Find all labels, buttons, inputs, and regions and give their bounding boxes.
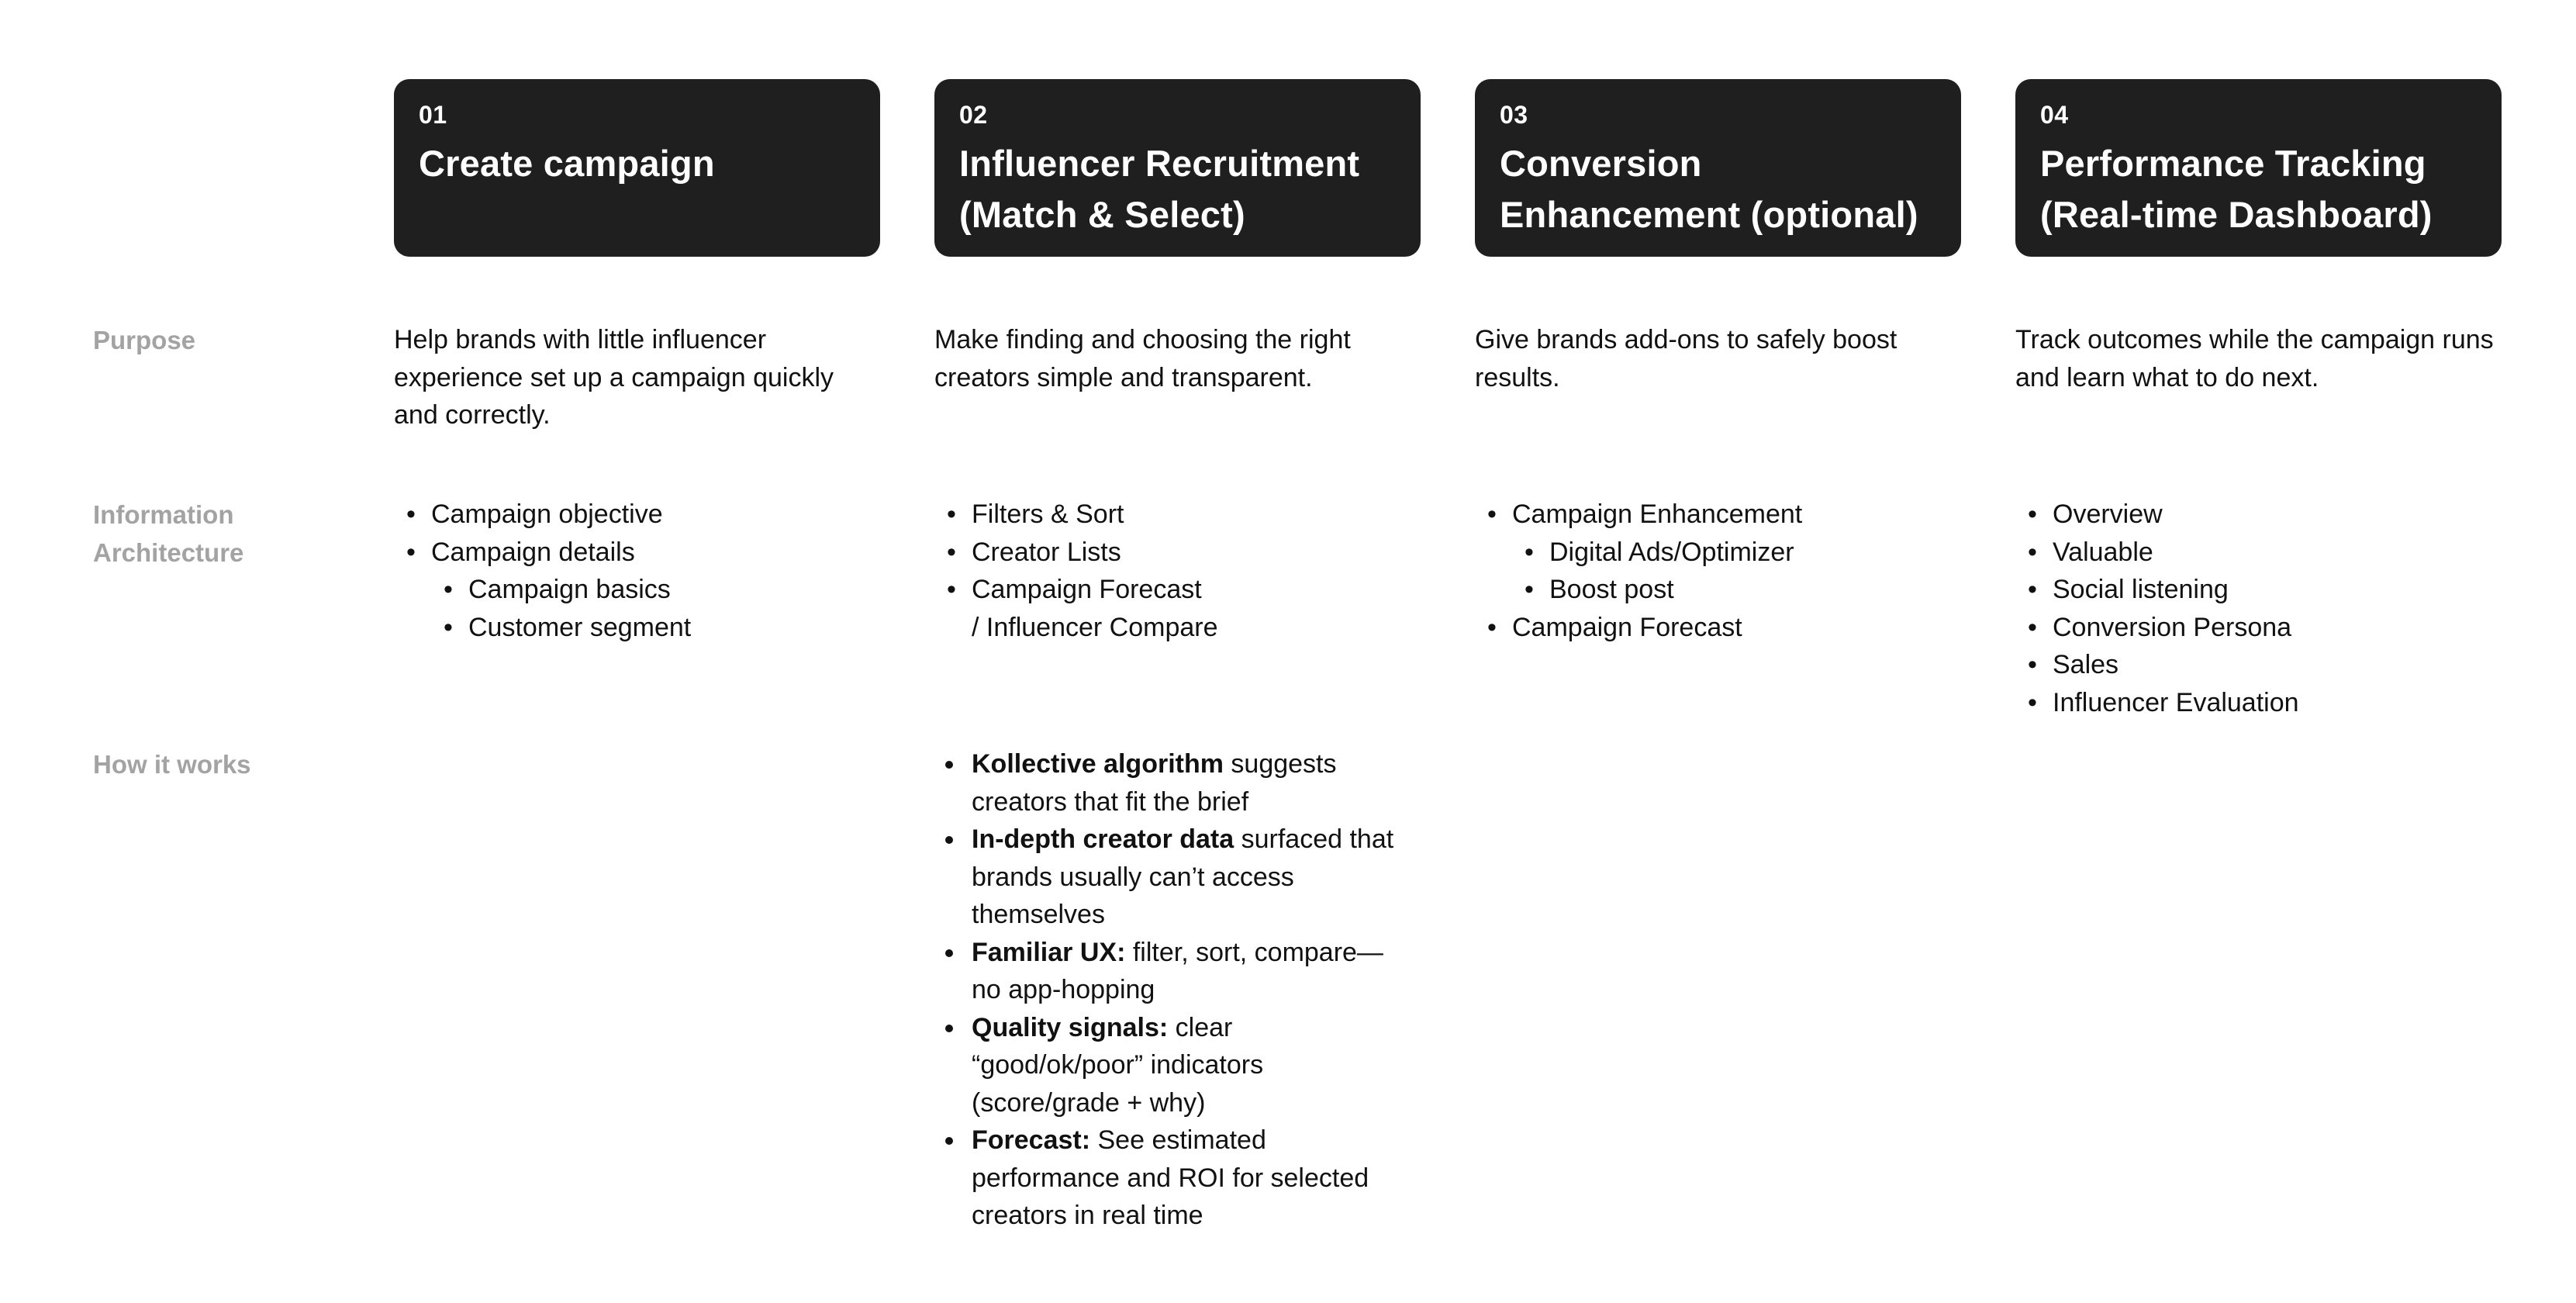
list-item: • Campaign Forecast	[1475, 609, 1956, 647]
step-card-performance-tracking	[2015, 79, 2502, 257]
how-item-bold: Forecast:	[972, 1125, 1091, 1155]
how-item	[934, 934, 1407, 1009]
how-item	[934, 745, 1407, 821]
step-number: 03	[1500, 101, 1528, 129]
list-item: • Campaign objective	[394, 496, 875, 534]
step-card-influencer-recruitment	[934, 79, 1421, 257]
list-item: • Filters & Sort	[934, 496, 1415, 534]
row-label-purpose: Purpose	[93, 326, 196, 354]
list-item: • Influencer Evaluation	[2015, 684, 2496, 722]
purpose-text: Make finding and choosing the right creators simple and transparent.	[934, 325, 1351, 392]
list-item: • Campaign Enhancement	[1475, 496, 1956, 534]
how-it-works-list	[934, 745, 1407, 1235]
list-item: • Conversion Persona	[2015, 609, 2496, 647]
how-item-bold: Familiar UX:	[972, 937, 1126, 967]
step-title: Influencer Recruitment (Match & Select)	[959, 143, 1360, 235]
how-item-text: clear “good/ok/poor” indicators (score/grade + why)	[972, 1012, 1264, 1118]
purpose-text: Track outcomes while the campaign runs and learn what to do next.	[2015, 325, 2494, 392]
list-item: • Sales	[2015, 646, 2496, 684]
list-subitem: • Digital Ads/Optimizer	[1475, 534, 1956, 572]
step-card-conversion-enhancement	[1475, 79, 1961, 257]
how-item	[934, 1009, 1407, 1122]
ia-list-conversion-enhancement	[1475, 496, 1956, 646]
how-item	[934, 821, 1407, 934]
row-label-line: Information	[93, 500, 234, 529]
how-item-bold: In-depth creator data	[972, 824, 1234, 854]
purpose-text: Give brands add-ons to safely boost results.	[1475, 325, 1897, 392]
how-item-text: suggests creators that fit the brief	[972, 749, 1337, 817]
list-item: • Overview	[2015, 496, 2496, 534]
ia-list-performance-tracking	[2015, 496, 2496, 721]
list-item: • Valuable	[2015, 534, 2496, 572]
purpose-text: Help brands with little influencer experience set up a campaign quickly and correctly.	[394, 325, 834, 430]
ia-list-create-campaign	[394, 496, 875, 646]
row-label-how-it-works: How it works	[93, 750, 251, 779]
how-item	[934, 1122, 1407, 1235]
step-title: Create campaign	[419, 143, 715, 184]
row-label-line: Architecture	[93, 538, 244, 567]
ia-list-influencer-recruitment	[934, 496, 1415, 646]
list-item: • Campaign Forecast	[934, 571, 1415, 609]
how-item-bold: Kollective algorithm	[972, 749, 1224, 779]
list-subitem: • Campaign basics	[394, 571, 875, 609]
list-item: • Campaign details	[394, 534, 875, 572]
list-subitem: • Boost post	[1475, 571, 1956, 609]
step-number: 01	[419, 101, 447, 129]
how-item-bold: Quality signals:	[972, 1012, 1169, 1042]
how-item-text: See estimated performance and ROI for selected creators in real time	[972, 1125, 1369, 1230]
how-item-text: surfaced that brands usually can’t access themselves	[972, 824, 1394, 929]
list-item: • Social listening	[2015, 571, 2496, 609]
step-title: Conversion Enhancement (optional)	[1500, 143, 1918, 235]
step-number: 02	[959, 101, 988, 129]
step-title: Performance Tracking (Real-time Dashboard)	[2040, 143, 2433, 235]
step-number: 04	[2040, 101, 2069, 129]
list-item-continuation: / Influencer Compare	[972, 612, 1218, 642]
list-subitem: • Customer segment	[394, 609, 875, 647]
list-item: • Creator Lists	[934, 534, 1415, 572]
how-item-text: filter, sort, compare—no app-hopping	[972, 937, 1383, 1004]
step-card-create-campaign	[394, 79, 880, 257]
row-label-information-architecture	[93, 496, 243, 572]
